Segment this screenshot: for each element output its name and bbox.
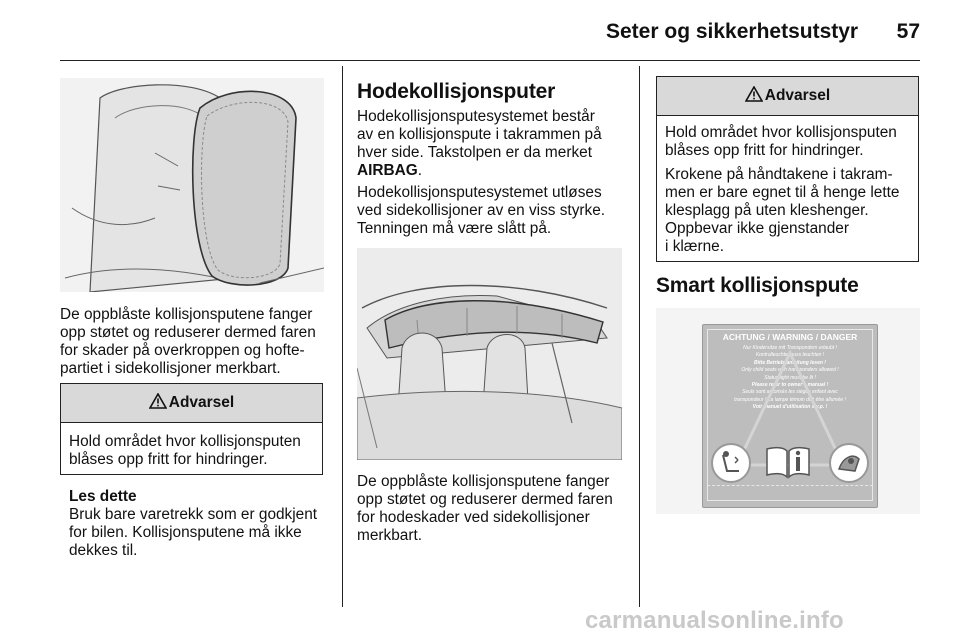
warning-title: Advarsel: [764, 87, 831, 104]
warning-title: Advarsel: [168, 394, 235, 411]
page-number: 57: [896, 20, 920, 43]
label-text: Nur Kindersitze mit Transpondern erlaubt ! Kontrolleuchte muss leuchten ! Bitte Betriebsanleitung lesen ! Only child seats with transponders allowed ! Status light must be lit ! Please refer to owner's manual ! Seuls sont autorisés les sièges enfant avec transpondeur ! La lampe témoin doit être allumée ! Voir manuel d'utilisation s.v.p. !: [734, 345, 846, 411]
warning-triangle-icon: [149, 393, 167, 414]
warning-box-2: [656, 76, 919, 262]
section-heading-smart-airbag: Smart kollisjonspute: [656, 274, 859, 297]
airbag-marking: AIRBAG: [357, 162, 418, 179]
caption-curtain-airbag: De oppblåste kollisjonsputene fanger opp støtet og reduserer dermed faren for hodeskader ved sidekollisjoner merkbart.: [357, 473, 613, 544]
warning-paragraph: Hold området hvor kollisjonsputen blåses opp fritt for hindringer.: [665, 124, 897, 159]
column-divider-1: [342, 66, 343, 607]
warning-header: [657, 77, 918, 116]
smart-airbag-warning-label-illustration: [656, 308, 920, 514]
paragraph-deployment: Hodekollisjonsputesystemet utløses ved sidekollisjoner av en viss styrke. Tenningen må være slått på.: [357, 184, 606, 237]
watermark: carmanualsonline.info: [585, 607, 844, 634]
header-rule: [60, 60, 920, 61]
read-manual-icon: [765, 445, 811, 479]
warning-label: [702, 324, 878, 508]
note-title: Les dette: [69, 488, 137, 505]
caption-side-airbag: De oppblåste kollisjonsputene fanger opp støtet og reduserer dermed faren for skader på overkroppen og hofte- partiet i sidekollisjoner merkbart.: [60, 306, 316, 377]
rear-facing-child-seat-icon: [829, 443, 869, 483]
warning-paragraph: Krokene på håndtakene i takram- men er bare egnet til å henge lette klesplagg på uten kleshenger. Oppbevar ikke gjenstander i klærne.: [665, 166, 900, 255]
warning-header: [61, 384, 322, 423]
running-header-title: Seter og sikkerhetsutstyr: [606, 20, 859, 43]
child-seat-transponder-icon: [711, 443, 751, 483]
column-divider-2: [639, 66, 640, 607]
warning-triangle-icon: [745, 86, 763, 107]
warning-text-line: blåses opp fritt for hindringer.: [69, 451, 268, 468]
curtain-airbag-illustration: [357, 248, 622, 460]
section-heading-head-airbags: Hodekollisjonsputer: [357, 80, 556, 103]
paragraph-system-description: Hodekollisjonsputesystemet består av en kollisjonspute i takrammen på hver side. Takstolpen er da merket AIRBAG.: [357, 108, 602, 179]
note-line: for bilen. Kollisjonsputene må ikke: [69, 524, 302, 541]
note-line: Bruk bare varetrekk som er godkjent: [69, 506, 318, 523]
label-title: ACHTUNG / WARNING / DANGER: [722, 332, 858, 342]
note-block: [69, 488, 339, 560]
warning-box-1: [60, 383, 323, 475]
note-line: dekkes til.: [69, 542, 138, 559]
seat-side-airbag-illustration: [60, 78, 324, 292]
warning-text-line: Hold området hvor kollisjonsputen: [69, 433, 301, 450]
